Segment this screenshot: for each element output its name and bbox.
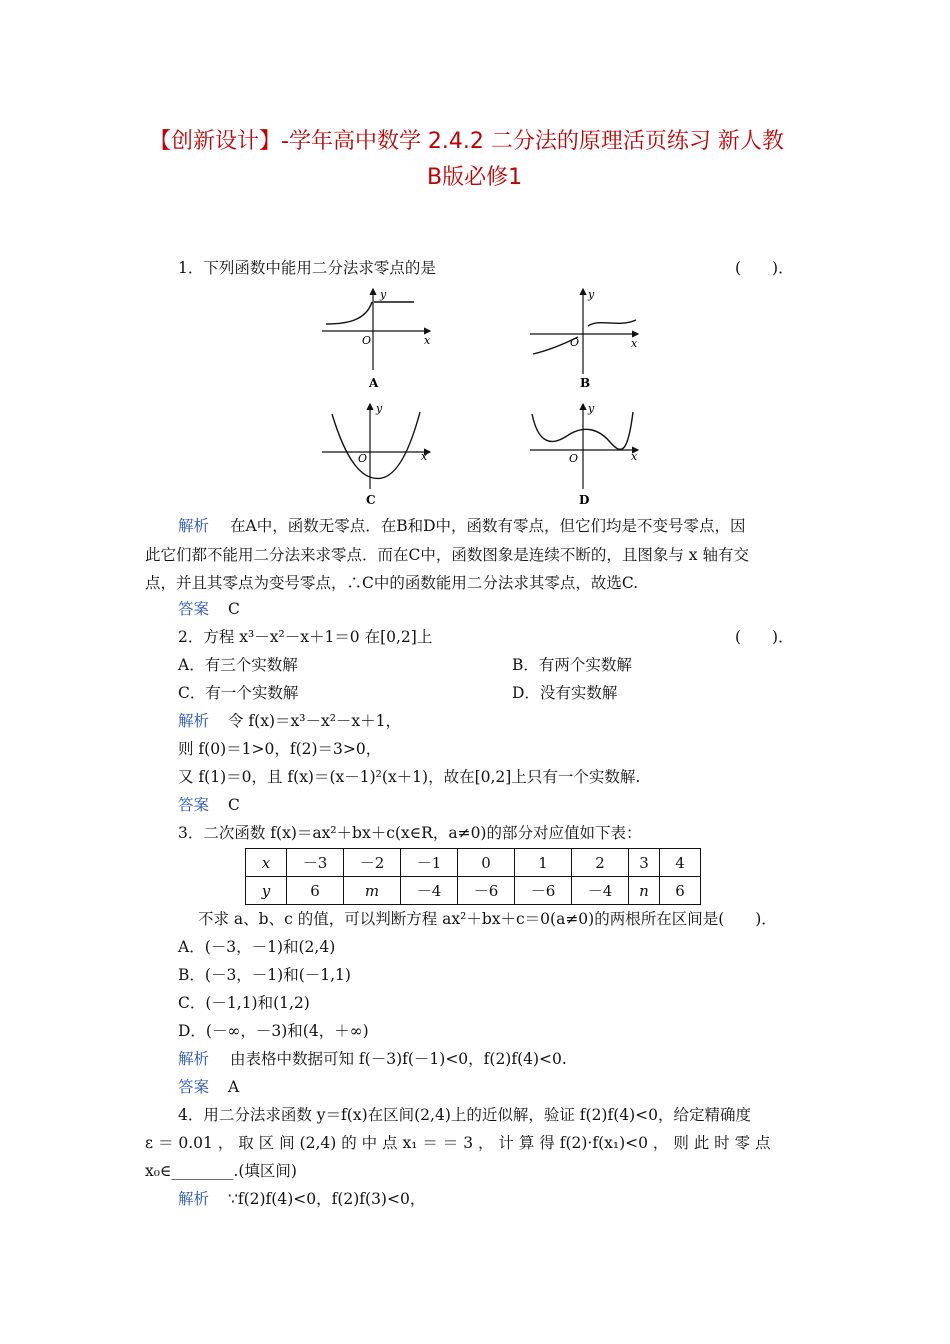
- q1-answer-tag: 答案: [178, 600, 210, 618]
- q1-analysis-line-1: 在A中，函数无零点．在B和D中，函数有零点，但它们均是不变号零点，因: [230, 517, 746, 535]
- table-cell: 6: [660, 877, 701, 905]
- q3-analysis: 由表格中数据可知 f(－3)f(－1)<0，f(2)f(4)<0.: [230, 1050, 567, 1068]
- q2-analysis-line-3: 又 f(1)＝0，且 f(x)＝(x－1)²(x＋1)，故在[0,2]上只有一个实数解.: [178, 768, 641, 786]
- q2-bracket: ( )．: [735, 628, 794, 646]
- table-cell: 4: [660, 849, 701, 877]
- table-cell: －4: [572, 877, 629, 905]
- q4-analysis-tag: 解析: [178, 1190, 210, 1208]
- q4-stem-line-3: x₀∈________.(填区间): [145, 1162, 297, 1180]
- q2-answer-tag: 答案: [178, 796, 210, 814]
- q2-option-c: C．有一个实数解: [178, 684, 299, 702]
- q1-answer: C: [228, 600, 240, 618]
- q3-option-c: C．(－1,1)和(1,2): [178, 994, 310, 1012]
- graph-b-caption: B: [580, 376, 591, 390]
- q2-analysis-line-2: 则 f(0)＝1>0，f(2)＝3>0，: [178, 740, 382, 758]
- title-line-1: 【创新设计】-学年高中数学 2.4.2 二分法的原理活页练习 新人教: [149, 129, 784, 154]
- graph-c-x-label: x: [421, 450, 428, 463]
- table-cell: 3: [629, 849, 660, 877]
- graph-c-origin: O: [358, 452, 368, 465]
- q2-answer: C: [228, 796, 240, 814]
- graph-b: [530, 288, 638, 390]
- q2-option-b: B．有两个实数解: [512, 656, 632, 674]
- q3-answer: A: [228, 1078, 240, 1096]
- table-cell: －4: [401, 877, 458, 905]
- table-cell: n: [629, 877, 660, 905]
- q3-analysis-tag: 解析: [178, 1050, 210, 1068]
- graph-b-curve-right: [588, 320, 636, 326]
- graph-d-caption: D: [579, 493, 590, 507]
- table-row: [246, 849, 701, 877]
- q2-option-a: A．有三个实数解: [178, 656, 298, 674]
- q4-stem-line-1: 4．用二分法求函数 y＝f(x)在区间(2,4)上的近似解，验证 f(2)f(4)<0，给定精确度: [178, 1106, 752, 1124]
- table-cell: －3: [287, 849, 344, 877]
- table-cell: －6: [515, 877, 572, 905]
- graph-d-x-label: x: [631, 450, 638, 463]
- graph-d-origin: O: [569, 452, 579, 465]
- q1-graphs: [300, 282, 660, 512]
- q4-analysis: ∵f(2)f(4)<0，f(2)f(3)<0，: [228, 1190, 426, 1208]
- graph-c-caption: C: [366, 493, 376, 507]
- table-row: [246, 877, 701, 905]
- graph-b-origin: O: [570, 336, 580, 349]
- table-cell: 2: [572, 849, 629, 877]
- table-cell: 1: [515, 849, 572, 877]
- graph-c-curve: [332, 412, 420, 478]
- graph-b-y-label: y: [588, 288, 595, 301]
- q1-stem: 1．下列函数中能用二分法求零点的是: [178, 259, 436, 277]
- q2-stem: 2．方程 x³－x²－x＋1＝0 在[0,2]上: [178, 628, 433, 646]
- q3-option-d: D．(－∞，－3)和(4，＋∞): [178, 1022, 369, 1040]
- table-cell-x-head: x: [246, 849, 287, 877]
- graph-a-origin: O: [362, 334, 372, 347]
- q2-option-d: D．没有实数解: [512, 684, 618, 702]
- q1-analysis-line-2: 此它们都不能用二分法来求零点．而在C中，函数图象是连续不断的，且图象与 x 轴有交: [145, 546, 749, 564]
- graph-b-x-label: x: [631, 337, 638, 350]
- graph-d-y-label: y: [588, 402, 595, 415]
- table-cell: －1: [401, 849, 458, 877]
- q3-answer-tag: 答案: [178, 1078, 210, 1096]
- table-cell: －6: [458, 877, 515, 905]
- q1-analysis-tag: 解析: [178, 517, 210, 535]
- q2-analysis-line-1: 令 f(x)＝x³－x²－x＋1，: [228, 712, 402, 730]
- graph-a: [322, 288, 431, 390]
- table-cell-y-head: y: [246, 877, 287, 905]
- q3-question: 不求 a、b、c 的值，可以判断方程 ax²＋bx＋c＝0(a≠0)的两根所在区间是( )．: [198, 910, 777, 928]
- q4-stem-line-2: ε ＝ 0.01 ， 取 区 间 (2,4) 的 中 点 x₁ ＝ ＝ 3 ， 计 算 得 f(2)·f(x₁)<0 ， 则 此 时 零 点: [145, 1134, 771, 1152]
- q3-value-table: [245, 848, 701, 905]
- graph-a-y-label: y: [380, 288, 387, 301]
- graph-c-y-label: y: [376, 402, 383, 415]
- q2-analysis-tag: 解析: [178, 712, 210, 730]
- q1-analysis-line-3: 点，并且其零点为变号零点，∴C中的函数能用二分法求其零点，故选C.: [145, 574, 639, 592]
- graph-a-x-label: x: [424, 334, 431, 347]
- table-cell: －2: [344, 849, 401, 877]
- graph-d: [530, 402, 638, 507]
- graph-a-curve: [326, 302, 372, 324]
- q3-option-b: B．(－3，－1)和(－1,1): [178, 966, 351, 984]
- graph-a-caption: A: [369, 376, 379, 390]
- table-cell: 6: [287, 877, 344, 905]
- q3-stem: 3．二次函数 f(x)＝ax²＋bx＋c(x∈R，a≠0)的部分对应值如下表：: [178, 824, 642, 842]
- q1-bracket: ( )．: [735, 259, 794, 277]
- graph-c: [322, 402, 430, 507]
- title-line-2: B版必修1: [427, 165, 523, 190]
- table-cell: 0: [458, 849, 515, 877]
- table-cell: m: [344, 877, 401, 905]
- q3-option-a: A．(－3，－1)和(2,4): [178, 938, 336, 956]
